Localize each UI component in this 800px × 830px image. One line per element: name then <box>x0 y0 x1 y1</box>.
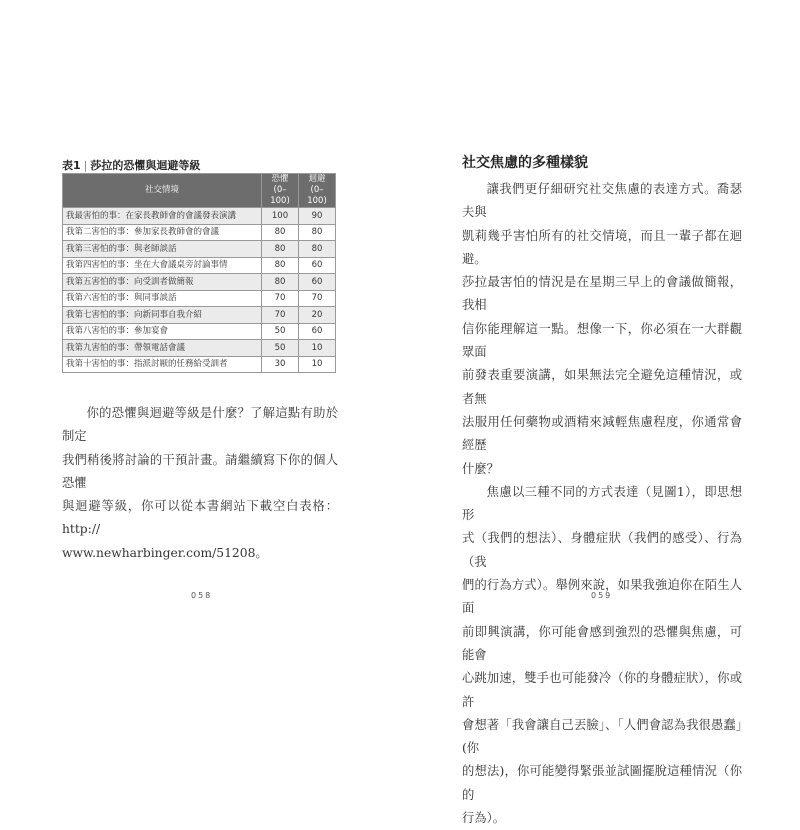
avoid-cell: 10 <box>299 340 336 357</box>
table-row <box>63 208 336 225</box>
situation-cell: 我第七害怕的事：向新同事自我介紹 <box>63 307 262 324</box>
caption-divider: | <box>83 159 88 172</box>
table-row <box>63 241 336 258</box>
situation-cell: 我第三害怕的事：與老師談話 <box>63 241 262 258</box>
fear-cell: 50 <box>262 340 299 357</box>
text-line: 們的行為方式）。舉例來說，如果我強迫你在陌生人面 <box>462 578 742 616</box>
avoid-cell: 60 <box>299 257 336 274</box>
table-row <box>63 356 336 373</box>
header-avoid <box>299 174 336 208</box>
table-row <box>63 274 336 291</box>
paragraph-2 <box>462 481 742 830</box>
fear-cell: 80 <box>262 241 299 258</box>
table-row <box>63 290 336 307</box>
section-title: 社交焦慮的多種樣貌 <box>462 155 588 171</box>
situation-cell: 我第十害怕的事：指派討厭的任務給受訓者 <box>63 356 262 373</box>
avoid-cell: 70 <box>299 290 336 307</box>
left-page <box>0 0 400 744</box>
table-row <box>63 257 336 274</box>
header-fear-label: 恐懼 <box>271 174 289 184</box>
avoid-cell: 20 <box>299 307 336 324</box>
text-line: 行為）。 <box>462 811 506 826</box>
fear-cell: 80 <box>262 274 299 291</box>
table-header-row <box>63 174 336 208</box>
text-line: 前發表重要演講，如果無法完全避免這種情況，或者無 <box>462 368 742 406</box>
text-line: 你的恐懼與迴避等級是什麼？了解這點有助於制定 <box>62 406 338 444</box>
page-number-left: 058 <box>191 591 213 600</box>
text-line: 與迴避等級，你可以從本書網站下載空白表格：http:// <box>62 499 338 537</box>
right-body <box>462 178 742 830</box>
header-situation: 社交情境 <box>63 174 262 208</box>
text-line: 讓我們更仔細研究社交焦慮的表達方式。喬瑟夫與 <box>462 182 742 220</box>
text-line: 信你能理解這一點。想像一下，你必須在一大群觀眾面 <box>462 321 742 360</box>
text-line: 我們稍後將討論的干預計畫。請繼續寫下你的個人恐懼 <box>62 452 338 490</box>
text-line: 的想法)，你可能變得緊張並試圖擺脫這種情況（你的 <box>462 764 742 802</box>
text-line: 法服用任何藥物或酒精來減輕焦慮程度，你通常會經歷 <box>462 414 742 453</box>
situation-cell: 我第五害怕的事：向受訓者做簡報 <box>63 274 262 291</box>
avoid-cell: 10 <box>299 356 336 373</box>
situation-cell: 我第九害怕的事：帶領電話會議 <box>63 340 262 357</box>
text-line: 式（我們的想法）、身體症狀（我們的感受）、行為（我 <box>462 531 742 569</box>
table-caption-label: 表1 <box>62 159 81 172</box>
text-line: 心跳加速，雙手也可能發冷（你的身體症狀），你或許 <box>462 671 742 709</box>
fear-cell: 80 <box>262 257 299 274</box>
table-row <box>63 307 336 324</box>
table-row <box>63 340 336 357</box>
text-line: 莎拉最害怕的情況是在星期三早上的會議做簡報，我相 <box>462 275 742 313</box>
page-number-right: 059 <box>591 591 613 600</box>
left-paragraph <box>62 402 338 565</box>
table-row <box>63 323 336 340</box>
situation-cell: 我第八害怕的事：參加宴會 <box>63 323 262 340</box>
fear-avoidance-table <box>62 173 336 373</box>
situation-cell: 我最害怕的事：在家長教師會的會議發表演講 <box>63 208 262 225</box>
fear-cell: 70 <box>262 307 299 324</box>
header-avoid-range: (0–100) <box>307 185 327 206</box>
table-caption <box>62 157 200 173</box>
situation-cell: 我第四害怕的事：坐在大會議桌旁討論事情 <box>63 257 262 274</box>
text-line: 什麼？ <box>462 461 499 476</box>
avoid-cell: 60 <box>299 323 336 340</box>
paragraph-1 <box>462 178 742 481</box>
header-avoid-label: 迴避 <box>308 174 326 184</box>
avoid-cell: 90 <box>299 208 336 225</box>
situation-cell: 我第六害怕的事：與同事談話 <box>63 290 262 307</box>
fear-cell: 70 <box>262 290 299 307</box>
table-row <box>63 224 336 241</box>
avoid-cell: 80 <box>299 224 336 241</box>
text-line: 前即興演講，你可能會感到強烈的恐懼與焦慮，可能會 <box>462 624 742 662</box>
text-line: 凱莉幾乎害怕所有的社交情境，而且一輩子都在迴避。 <box>462 228 742 266</box>
header-fear <box>262 174 299 208</box>
fear-cell: 100 <box>262 208 299 225</box>
fear-cell: 30 <box>262 356 299 373</box>
text-line: www.newharbinger.com/51208。 <box>62 545 268 560</box>
table-caption-title: 莎拉的恐懼與迴避等級 <box>90 159 201 172</box>
header-fear-range: (0–100) <box>270 185 290 206</box>
avoid-cell: 60 <box>299 274 336 291</box>
avoid-cell: 80 <box>299 241 336 258</box>
text-line: 焦慮以三種不同的方式表達（見圖1），即思想形 <box>462 484 742 523</box>
fear-cell: 80 <box>262 224 299 241</box>
right-page <box>400 0 800 826</box>
situation-cell: 我第二害怕的事：參加家長教師會的會議 <box>63 224 262 241</box>
text-line: 會想著「我會讓自己丟臉」、「人們會認為我很愚蠢」(你 <box>462 717 742 756</box>
fear-cell: 50 <box>262 323 299 340</box>
